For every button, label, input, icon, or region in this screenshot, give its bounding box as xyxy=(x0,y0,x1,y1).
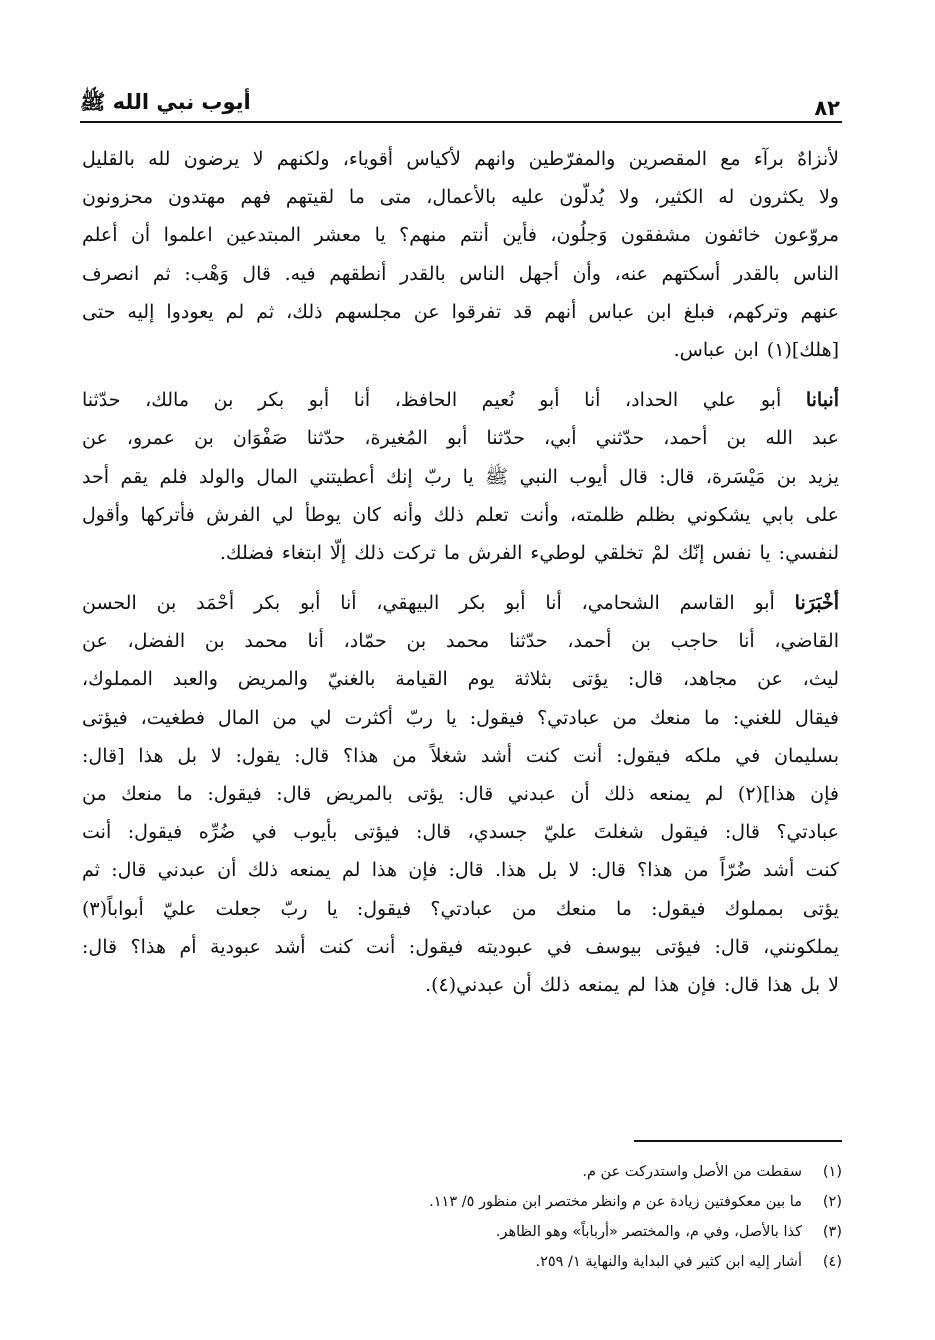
lead-word: أنبانا xyxy=(805,389,839,412)
text-line: لا بل هذا قال: فإن هذا لم يمنعه ذلك أن عبدني(٤). xyxy=(425,973,839,996)
footnote-text: كذا بالأصل، وفي م، والمختصر «أرباباً» وهو الظاهر. xyxy=(495,1224,802,1240)
text-line: عنهم وتركهم، فبلغ ابن عباس أنهم قد تفرقوا عن مجلسهم ذلك، ثم لم يعودوا إليه حتى xyxy=(82,300,839,323)
text-line: القاضي، أنا حاجب بن أحمد، حدّثنا محمد بن حمّاد، أنا محمد بن الفضل، عن xyxy=(82,630,839,653)
text-line-rest: أبو القاسم الشحامي، أنا أبو بكر البيهقي، أنا أبو بكر أحْمَد بن الحسن xyxy=(82,592,795,615)
footnote-text: أشار إليه ابن كثير في البداية والنهاية ١/ ٢٥٩. xyxy=(535,1254,802,1270)
main-text xyxy=(82,140,839,1004)
text-line-rest: أبو علي الحداد، أنا أبو نُعيم الحافظ، أنا أبو بكر بن مالك، حدّثنا xyxy=(82,389,806,412)
text-line: [هلك](١) ابن عباس. xyxy=(673,338,839,361)
footnote xyxy=(300,1217,842,1247)
text-line-lead xyxy=(82,381,839,419)
footnote xyxy=(300,1157,842,1187)
text-line: الناس بالقدر أسكتهم عنه، وأن أجهل الناس بالقدر أنطقهم فيه. قال وَهْب: ثم انصرف xyxy=(82,262,839,285)
footnote xyxy=(300,1187,842,1217)
text-line: يؤتى بمملوك فيقول: ما منعك من عبادتي؟ فيقول: يا ربّ جعلت عليّ أبواباً(٣) xyxy=(82,897,839,920)
footnote-text: ما بين معكوفتين زيادة عن م وانظر مختصر ابن منظور ٥/ ١١٣. xyxy=(429,1194,802,1210)
text-line: لأنزاهٌ برآء مع المقصرين والمفرّطين وانهم لأكياس أقوياء، ولكنهم لا يرضون لله بالقليل xyxy=(82,148,839,170)
lead-word: أخْبَرَنا xyxy=(794,592,839,615)
paragraph-3 xyxy=(82,584,839,1004)
footnotes xyxy=(300,1157,842,1277)
footnote-number: (٤) xyxy=(822,1254,842,1270)
footnote-number: (٣) xyxy=(822,1224,842,1240)
text-line: عبد الله بن أحمد، حدّثني أبي، حدّثنا أبو المُغيرة، حدّثنا صَفْوَان بن عمرو، عن xyxy=(82,427,839,450)
text-line: يملكونني، قال: فيؤتى بيوسف في عبوديته فيقول: أنت كنت أشد عبودية أم هذا؟ قال: xyxy=(82,935,839,958)
running-title: أيوب نبي الله ﷺ xyxy=(80,90,251,114)
text-line: على بابي يشكوني بظلم ظلمته، وأنت تعلم ذلك وأنه كان يوطأ لي الفرش فأتركها وأقول xyxy=(82,503,839,526)
text-line: فيقال للغني: ما منعك من عبادتي؟ فيقول: يا ربّ أكثرت لي من المال فطغيت، فيؤتى xyxy=(82,706,839,729)
text-line: لنفسي: يا نفس إنّك لمْ تخلقي لوطيء الفرش ما تركت ذلك إلّا ابتغاء فضلك. xyxy=(219,541,839,564)
footnote-rule xyxy=(634,1140,842,1142)
header-rule xyxy=(80,121,842,123)
footnote-text: سقطت من الأصل واستدركت عن م. xyxy=(582,1164,802,1180)
text-line: عبادتي؟ قال: فيقول شغلتَ عليّ جسدي، قال: فيؤتى بأيوب في ضُرِّه فيقول: أنت xyxy=(82,821,839,844)
page-header xyxy=(80,80,840,120)
text-line: يزيد بن مَيْسَرة، قال: قال أيوب النبي ﷺ يا ربّ إنك أعطيتني المال والولد فلم يقم أحد xyxy=(82,465,839,488)
text-line: بسليمان في ملكه فيقول: أنت كنت أشد شغلاً من هذا؟ قال: يقول: لا بل هذا [قال: xyxy=(82,744,839,767)
text-line-lead xyxy=(82,584,839,622)
footnote-number: (٢) xyxy=(822,1194,842,1210)
paragraph-1 xyxy=(82,140,839,369)
page-number: ٨٢ xyxy=(814,96,840,120)
footnote xyxy=(300,1247,842,1277)
text-line: ليث، عن مجاهد، قال: يؤتى بثلاثة يوم القيامة بالغنيّ والمريض والعبد المملوك، xyxy=(82,668,839,691)
paragraph-2 xyxy=(82,381,839,572)
text-line: كنت أشد ضُرّاً من هذا؟ قال: لا بل هذا. قال: فإن هذا لم يمنعه ذلك أن عبدني قال: ثم xyxy=(82,859,839,882)
text-line: فإن هذا](٢) لم يمنعه ذلك أن عبدني قال: يؤتى بالمريض قال: فيقول: ما منعك من xyxy=(82,783,839,805)
footnote-number: (١) xyxy=(822,1164,842,1180)
text-line: ولا يكثرون له الكثير، ولا يُدلّون عليه بالأعمال، متى ما لقيتهم فهم مهتدون محزونون xyxy=(82,186,839,209)
text-line: مروّعون خائفون مشفقون وَجلُون، فأين أنتم منهم؟ يا معشر المبتدعين اعلموا أن أعلم xyxy=(82,224,839,247)
